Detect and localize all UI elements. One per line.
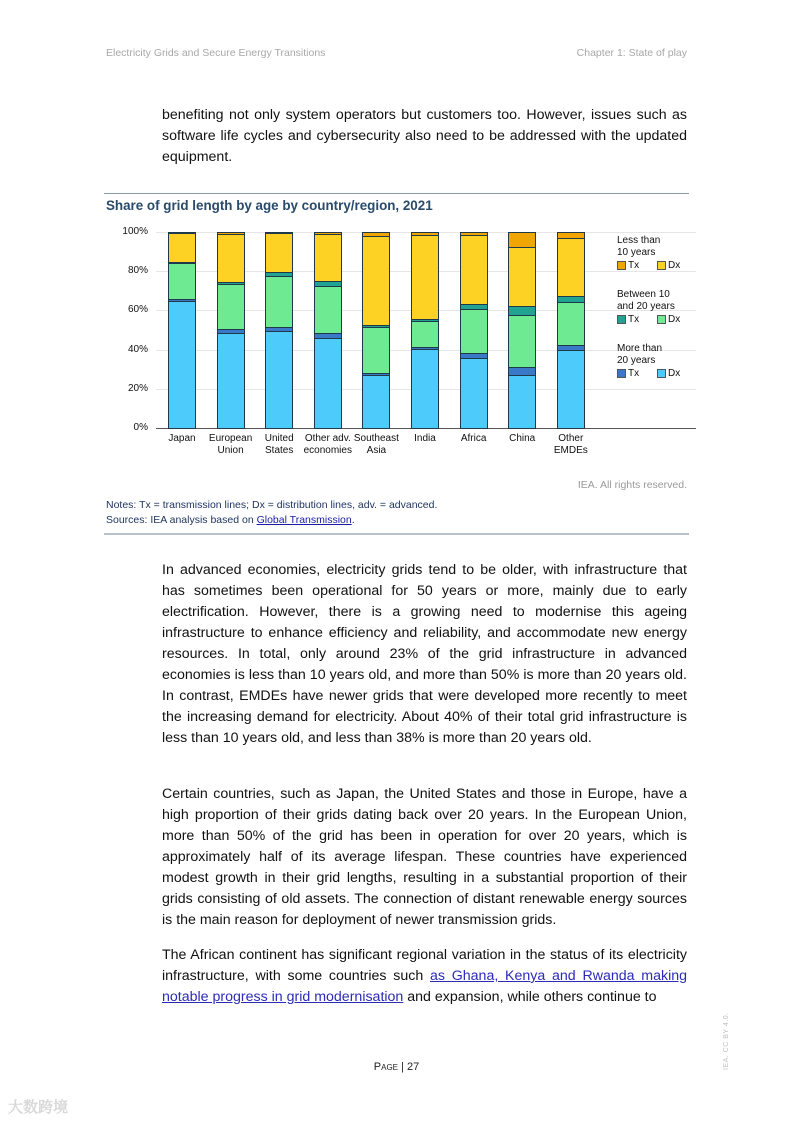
legend-swatch	[617, 315, 626, 324]
legend-swatch	[617, 261, 626, 270]
ghana-kenya-rwanda-link[interactable]: as Ghana, Kenya and Rwanda making notable progress in grid modernisation	[162, 968, 688, 1005]
stacked-bar-chart	[100, 220, 600, 470]
figure-title: Share of grid length by age by country/region, 2021	[106, 198, 433, 213]
bar-segment	[461, 359, 487, 428]
rights-notice: IEA. All rights reserved.	[577, 479, 687, 491]
license-notice: IEA. CC BY 4.0.	[723, 1012, 730, 1070]
bar-segment	[461, 310, 487, 354]
body-paragraph-advanced-economies: In advanced economies, electricity grids tend to be older, with infrastructure that has sometimes been operational for 50 years or more, mainly due to early electrification. However, there is a growing need to modernise this ageing infrastructure to enhance efficiency and reliability, and accommodate new energy resources. In total, only around 23% of the grid infrastructure in advanced economies is less than 10 years old, and more than 50% is more than 20 years old. In contrast, EMDEs have newer grids that were developed more recently to meet the increasing demand for electricity. About 40% of their total grid infrastructure is less than 10 years old, and less than 38% is more than 20 years old.	[162, 562, 687, 746]
page-number	[0, 1061, 793, 1073]
bar-segment	[558, 303, 584, 346]
page-label: Page	[373, 1061, 398, 1073]
sources-prefix: Sources: IEA analysis based on	[106, 514, 257, 526]
legend-swatch	[657, 369, 666, 378]
x-tick-label: India	[414, 433, 436, 444]
legend-group	[617, 235, 697, 271]
y-tick-label: 80%	[127, 265, 148, 277]
sources-suffix: .	[351, 514, 355, 526]
bar-segment	[363, 328, 389, 374]
x-tick-label: Japan	[168, 433, 196, 444]
body-paragraph-africa	[162, 945, 687, 1008]
bar-segment	[266, 277, 292, 328]
legend-item	[657, 368, 697, 379]
bar-segment	[509, 233, 535, 248]
legend-label: Dx	[668, 260, 681, 271]
legend-label: Tx	[628, 260, 640, 271]
africa-text-after: and expansion, while others continue to	[403, 989, 657, 1005]
legend-swatch	[617, 369, 626, 378]
global-transmission-link[interactable]: Global Transmission	[256, 514, 352, 526]
bar-india	[411, 232, 439, 429]
legend-item	[657, 314, 697, 325]
bar-european-union	[217, 232, 245, 429]
bar-segment	[266, 234, 292, 272]
bar-segment	[509, 368, 535, 376]
x-tick-label: United States	[264, 433, 294, 456]
legend-label: Dx	[668, 368, 681, 379]
bar-segment	[363, 237, 389, 326]
page-separator: |	[398, 1061, 407, 1073]
running-header-chapter: Chapter 1: State of play	[576, 47, 687, 59]
y-tick-label: 0%	[133, 422, 148, 433]
bar-segment	[509, 316, 535, 368]
y-tick-label: 100%	[122, 226, 148, 237]
bar-segment	[315, 287, 341, 334]
bar-segment	[461, 236, 487, 305]
bar-united-states	[265, 232, 293, 429]
bar-other-adv-economies	[314, 232, 342, 429]
bar-segment	[218, 285, 244, 330]
legend-group	[617, 343, 697, 379]
bar-segment	[509, 248, 535, 307]
bar-segment	[218, 235, 244, 282]
legend-swatch	[657, 261, 666, 270]
x-tick-label: China	[509, 433, 536, 444]
page-number-value: 27	[406, 1061, 420, 1073]
legend-item	[617, 260, 657, 271]
bar-china	[508, 232, 536, 429]
bar-segment	[218, 334, 244, 428]
figure-top-rule	[104, 193, 689, 194]
bar-segment	[315, 339, 341, 428]
legend-label: Tx	[628, 314, 640, 325]
notes-line: Notes: Tx = transmission lines; Dx = distribution lines, adv. = advanced.	[106, 499, 438, 511]
bar-segment	[509, 376, 535, 428]
figure-bottom-rule	[104, 533, 689, 535]
x-tick-label: Southeast Asia	[353, 433, 399, 456]
bar-segment	[266, 332, 292, 428]
legend-label: Dx	[668, 314, 681, 325]
bar-segment	[509, 307, 535, 316]
bar-segment	[412, 236, 438, 319]
legend-item	[617, 368, 657, 379]
y-tick-label: 40%	[127, 343, 148, 355]
bar-japan	[168, 232, 196, 429]
sources-line	[106, 513, 437, 528]
legend-item	[617, 314, 657, 325]
legend-group-title: More than 20 years	[617, 343, 663, 366]
x-tick-label: Other EMDEs	[553, 433, 588, 456]
bar-segment	[169, 234, 195, 263]
watermark: 大数跨境	[8, 1099, 69, 1116]
bar-segment	[363, 376, 389, 428]
bar-segment	[412, 350, 438, 428]
body-paragraph-certain-countries: Certain countries, such as Japan, the United States and those in Europe, have a high proportion of their grids dating back over 20 years. In the European Union, more than 50% of the grid has been in operation for over 20 years, which is approximately half of its average lifespan. These countries have experienced modest growth in their grid lengths, resulting in a substantial proportion of their grids consisting of old assets. The connection of distant renewable energy sources is the main reason for deployment of newer transmission grids.	[162, 786, 687, 928]
x-tick-label: European Union	[208, 433, 253, 456]
bar-segment	[412, 322, 438, 348]
x-tick-label: Africa	[460, 433, 487, 444]
bar-segment	[558, 351, 584, 428]
legend-label: Tx	[628, 368, 640, 379]
bar-segment	[315, 235, 341, 281]
bar-segment	[558, 239, 584, 298]
legend-swatch	[657, 315, 666, 324]
legend-group-title: Between 10 and 20 years	[617, 289, 675, 312]
intro-paragraph: benefiting not only system operators but customers too. However, issues such as software life cycles and cybersecurity also need to be addressed with the updated equipment.	[162, 107, 687, 165]
bar-segment	[169, 302, 195, 428]
y-tick-label: 60%	[127, 304, 148, 316]
running-header-title: Electricity Grids and Secure Energy Transitions	[106, 47, 326, 59]
bar-segment	[169, 264, 195, 300]
bar-southeast-asia	[362, 232, 390, 429]
africa-text-before: The African continent has significant regional variation in the status of its electricity infrastructure, with some countries such	[162, 947, 687, 984]
legend-item	[657, 260, 697, 271]
y-tick-label: 20%	[127, 382, 148, 394]
figure-notes	[106, 498, 437, 528]
legend-group-title: Less than 10 years	[617, 235, 661, 258]
chart-legend	[617, 235, 697, 397]
bar-africa	[460, 232, 488, 429]
x-tick-label: Other adv. economies	[303, 433, 352, 456]
legend-group	[617, 289, 697, 325]
bar-other-emdes	[557, 232, 585, 429]
